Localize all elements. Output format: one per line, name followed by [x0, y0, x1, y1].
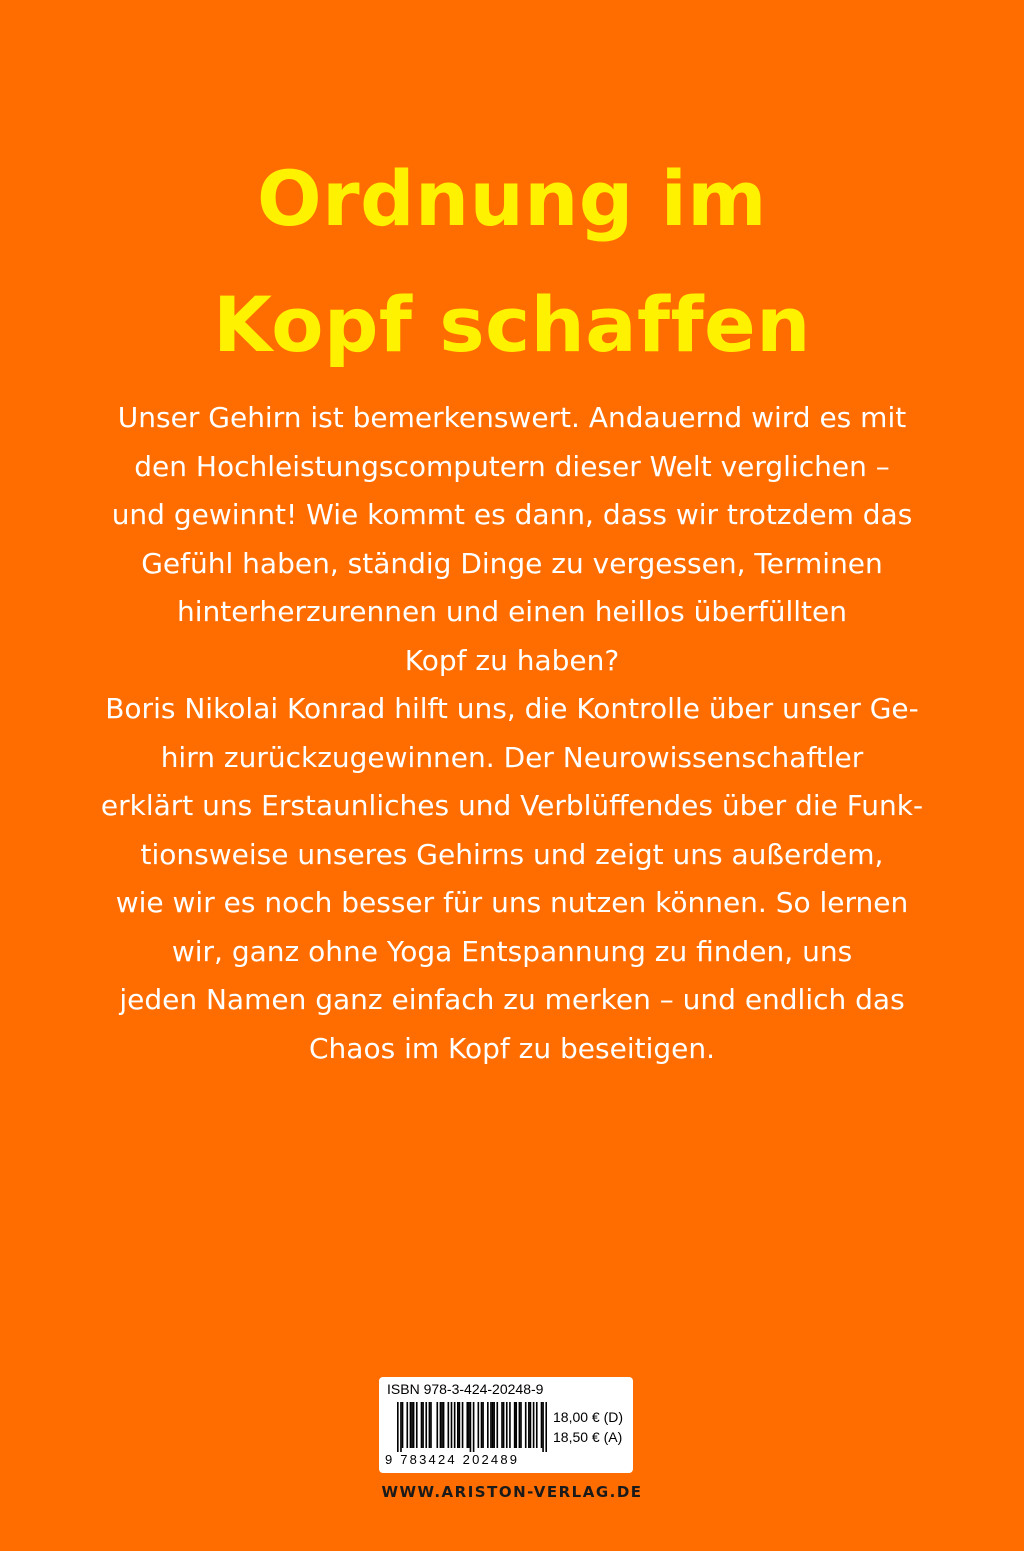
barcode-bar [443, 1402, 445, 1448]
barcode-bar [514, 1402, 516, 1448]
barcode-bar [509, 1402, 511, 1448]
blurb-line: Unser Gehirn ist bemerkenswert. Andauernd wird es mit [117, 401, 907, 434]
barcode-image [397, 1402, 547, 1452]
barcode-bar [436, 1402, 438, 1448]
barcode-label [379, 1377, 633, 1473]
barcode-bar [482, 1402, 484, 1448]
barcode-bar [478, 1402, 480, 1448]
blurb-text [40, 394, 984, 1073]
barcode-bar [422, 1402, 424, 1448]
cover-title [0, 136, 1024, 388]
blurb-line: jeden Namen ganz einfach zu merken – und endlich das [119, 983, 905, 1016]
barcode-bar [429, 1402, 431, 1448]
barcode-bar [411, 1402, 413, 1448]
blurb-line: Gefühl haben, ständig Dinge zu vergessen, Terminen [141, 546, 883, 580]
barcode-bar [541, 1402, 543, 1448]
price-germany: 18,00 € (D) [553, 1409, 624, 1425]
price-austria: 18,50 € (A) [553, 1429, 623, 1445]
barcode-bar [519, 1402, 521, 1448]
barcode-bar [528, 1402, 530, 1448]
barcode-bar [515, 1402, 517, 1448]
barcode-bar [413, 1402, 415, 1448]
barcode-bar [402, 1402, 404, 1448]
barcode-bar [493, 1402, 495, 1448]
blurb-line: Chaos im Kopf zu beseitigen. [309, 1031, 715, 1065]
blurb-line: Kopf zu haben? [404, 643, 620, 677]
barcode-bar [416, 1402, 418, 1448]
barcode-bar [470, 1402, 472, 1452]
barcode-bar [400, 1402, 402, 1452]
barcode-bar [425, 1402, 427, 1448]
blurb-line: erklärt uns Erstaunliches und Verblüffendes über die Funk- [100, 789, 924, 822]
barcode-bar [406, 1402, 408, 1448]
barcode-bar [487, 1402, 489, 1448]
blurb-line: wie wir es noch besser für uns nutzen können. So lernen [115, 886, 909, 919]
barcode-bar [468, 1402, 470, 1448]
barcode-bar [466, 1402, 468, 1448]
barcode-bar [430, 1402, 432, 1448]
barcode-bar [533, 1402, 535, 1448]
barcode-bar [496, 1402, 498, 1448]
blurb-line: hinterherzurennen und einen heillos überfüllten [176, 595, 847, 628]
barcode-bar [536, 1402, 538, 1448]
barcode-bar [462, 1402, 464, 1448]
barcode-bar [459, 1402, 461, 1448]
barcode-bar [440, 1402, 442, 1448]
publisher-website: WWW.ARISTON-VERLAG.DE [381, 1483, 643, 1501]
barcode-bar [441, 1402, 443, 1448]
barcode-bar [451, 1402, 453, 1448]
barcode-bar [503, 1402, 505, 1448]
isbn-text: ISBN 978-3-424-20248-9 [387, 1381, 544, 1397]
barcode-bar [525, 1402, 527, 1448]
barcode-bar [410, 1402, 412, 1448]
barcode-bar [542, 1402, 544, 1452]
blurb-line: tionsweise unseres Gehirns und zeigt uns außerdem, [140, 837, 884, 871]
barcode-bar [448, 1402, 450, 1448]
barcode-bar [473, 1402, 475, 1452]
title-line-2: Kopf schaffen [213, 280, 811, 369]
blurb-line: hirn zurückzugewinnen. Der Neurowissenschaftler [160, 740, 864, 774]
blurb-line: wir, ganz ohne Yoga Entspannung zu finden, uns [171, 934, 853, 968]
blurb-line: und gewinnt! Wie kommt es dann, dass wir trotzdem das [111, 498, 913, 531]
barcode-bar [454, 1402, 456, 1448]
barcode-bar [501, 1402, 503, 1448]
blurb-line: Boris Nikolai Konrad hilft uns, die Kontrolle über unser Ge- [105, 692, 919, 725]
blurb-line: den Hochleistungscomputern dieser Welt verglichen – [134, 449, 890, 483]
barcode-bar [492, 1402, 494, 1448]
barcode-bar [457, 1402, 459, 1448]
barcode-bar [520, 1402, 522, 1448]
barcode-digits: 9 783424 202489 [385, 1452, 520, 1467]
barcode-bar [397, 1402, 399, 1452]
barcode-bar [545, 1402, 547, 1452]
barcode-bar [421, 1402, 423, 1448]
title-line-1: Ordnung im [257, 154, 767, 243]
barcode-bar [490, 1402, 492, 1448]
barcode-bar [530, 1402, 532, 1448]
barcode-bar [481, 1402, 483, 1448]
barcode-bar [506, 1402, 508, 1448]
